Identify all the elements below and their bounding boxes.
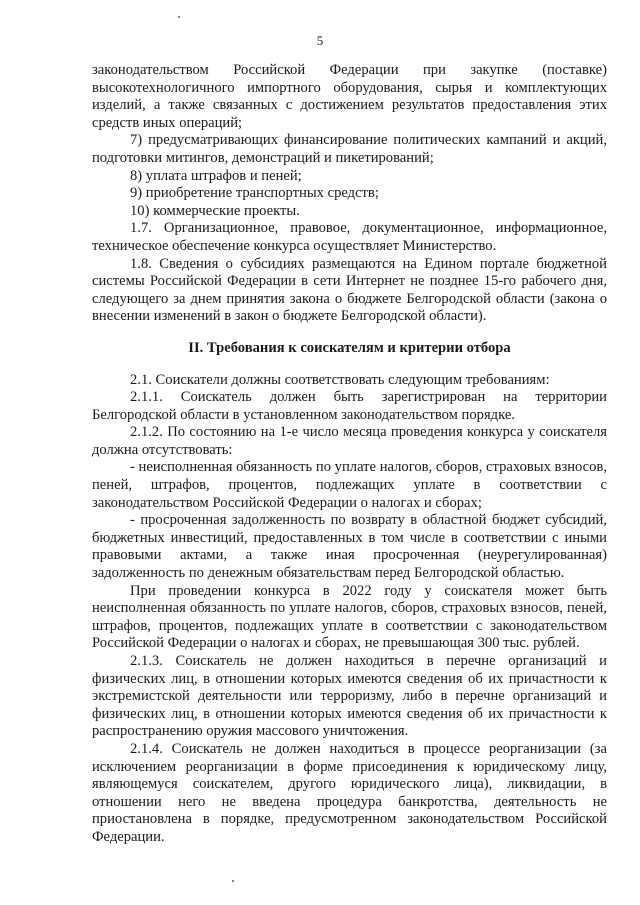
paragraph-1-7: 1.7. Организационное, правовое, документационное, информационное, техническое обеспечение конкурса осуществляет Министерство. [92, 220, 607, 254]
scan-speck [232, 880, 234, 882]
section-heading: II. Требования к соискателям и критерии отбора [188, 339, 511, 356]
paragraph-item-8: 8) уплата штрафов и пеней; [130, 167, 302, 184]
paragraph-continuation: законодательством Российской Федерации при закупке (поставке) высокотехнологичного импортного оборудования, сырья и комплектующих изделий, а также связанных с достижением результатов предоставления этих средств иных операций; [92, 62, 607, 131]
paragraph-2022-exception: При проведении конкурса в 2022 году у соискателя может быть неисполненная обязанность по уплате налогов, сборов, страховых взносов, пеней, штрафов, процентов, подлежащих уплате в соответствии с законодательством Российской Федерации о налогах и сборах, не превышающая 300 тыс. рублей. [92, 582, 607, 652]
paragraph-2-1-1: 2.1.1. Соискатель должен быть зарегистрирован на территории Белгородской области в установленном законодательством порядке. [92, 389, 607, 423]
paragraph-dash-taxes: - неисполненная обязанность по уплате налогов, сборов, страховых взносов, пеней, штрафов, процентов, подлежащих уплате в соответствии с законодательством Российской Федерации о налогах и сборах; [92, 459, 607, 511]
document-body [92, 62, 607, 847]
scan-speck [178, 16, 180, 18]
paragraph-item-10: 10) коммерческие проекты. [130, 202, 300, 219]
paragraph-2-1-4: 2.1.4. Соискатель не должен находиться в процессе реорганизации (за исключением реорганизации в форме присоединения к юридическому лицу, являющемуся соискателем, другого юридического лица), ликвидации, в отношении него не введена процедура банкротства, деятельность не приостановлена в порядке, предусмотренном законодательством Российской Федерации. [92, 740, 607, 845]
paragraph-dash-debt: - просроченная задолженность по возврату в областной бюджет субсидий, бюджетных инвестиций, предоставленных в том числе в соответствии с иными правовыми актами, а также иная просроченная (неурегулированная) задолженность по денежным обязательствам перед Белгородской областью. [92, 512, 607, 582]
paragraph-1-8: 1.8. Сведения о субсидиях размещаются на Едином портале бюджетной системы Российской Федерации в сети Интернет не позднее 15-го рабочего дня, следующего за днем принятия закона о бюджете Белгородской области (закона о внесении изменений в закон о бюджете Белгородской области). [92, 255, 607, 325]
paragraph-2-1-2: 2.1.2. По состоянию на 1-е число месяца проведения конкурса у соискателя должна отсутствовать: [92, 424, 607, 458]
paragraph-item-7: 7) предусматривающих финансирование политических кампаний и акций, подготовки митингов, демонстраций и пикетирований; [92, 132, 607, 166]
paragraph-item-9: 9) приобретение транспортных средств; [130, 185, 379, 202]
paragraph-2-1-3: 2.1.3. Соискатель не должен находиться в перечне организаций и физических лиц, в отношении которых имеются сведения об их причастности к экстремистской деятельности или терроризму, либо в перечне организаций и физических лиц, в отношении которых имеются сведения об их причастности к распространению оружия массового уничтожения. [92, 653, 607, 740]
page-number: 5 [316, 33, 324, 48]
paragraph-2-1: 2.1. Соискатели должны соответствовать следующим требованиям: [130, 371, 550, 388]
